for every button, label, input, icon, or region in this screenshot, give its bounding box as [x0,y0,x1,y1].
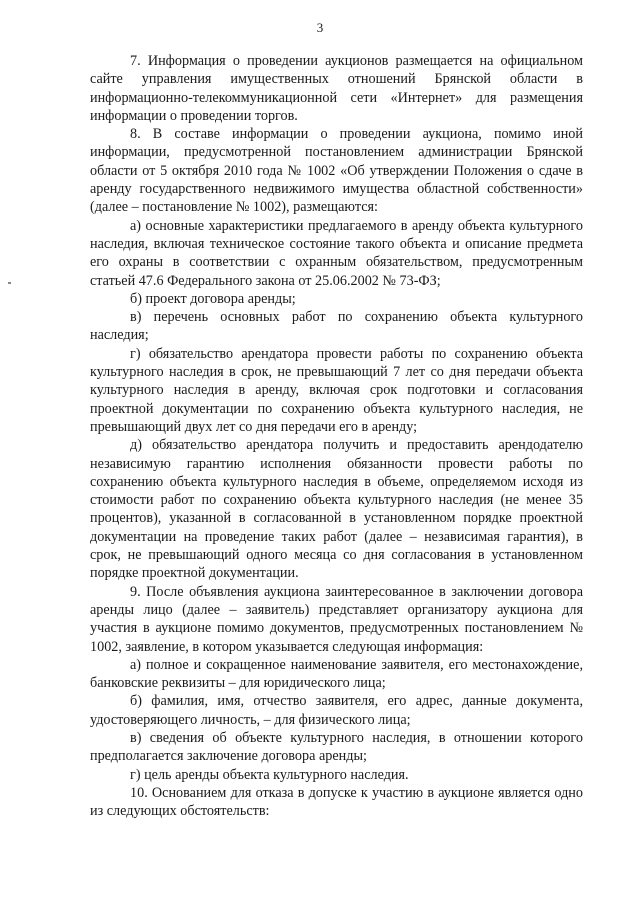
list-item-9d: г) цель аренды объекта культурного наследия. [130,766,409,783]
list-item-8d: г) обязательство арендатора провести работы по сохранению объекта культурного наследия в срок, не превышающий 7 лет со дня передачи объекта культурного наследия в аренду, включая срок подготовки и согласования проектной документации по сохранению объекта культурного наследия, не превышающий двух лет со дня передачи его в аренду; [90,345,583,435]
scan-mark [8,282,11,284]
list-item-8c: в) перечень основных работ по сохранению объекта культурного наследия; [90,309,583,344]
list-item-8a: а) основные характеристики предлагаемого в аренду объекта культурного наследия, включая техническое состояние такого объекта и описание предмета его охраны в соответствии с охранным обязательством, предусмотренным статьей 47.6 Федерального закона от 25.06.2002 № 73-ФЗ; [90,217,583,289]
paragraph-9: 9. После объявления аукциона заинтересованное в заключении договора аренды лицо (далее – заявитель) представляет организатору аукциона для участия в аукционе помимо документов, предусмотренных постановлением № 1002, заявление, в котором указывается следующая информация: [90,583,583,655]
page-number: 3 [316,20,324,35]
list-item-9c: в) сведения об объекте культурного наследия, в отношении которого предполагается заключение договора аренды; [90,729,583,765]
document-body [90,52,583,820]
paragraph-7: 7. Информация о проведении аукционов размещается на официальном сайте управления имущественных отношений Брянской области в информационно-телекоммуникационной сети «Интернет» для размещения информации о проведении торгов. [90,53,583,124]
paragraph-8: 8. В составе информации о проведении аукциона, помимо иной информации, предусмотренной постановлением администрации Брянской области от 5 октября 2010 года № 1002 «Об утверждении Положения о сдаче в аренду государственного недвижимого имущества областной собственности» (далее – постановление № 1002), размещаются: [90,126,583,216]
list-item-8e: д) обязательство арендатора получить и предоставить арендодателю независимую гарантию исполнения обязанности провести работы по сохранению объекта культурного наследия в объеме, определяемом исходя из стоимости работ по сохранению объекта культурного наследия (не менее 35 процентов), указанной в согласованной в установленном порядке проектной документации на проведение таких работ (далее – независимая гарантия), в срок, не превышающий одного месяца со дня согласования в установленном порядке проектной документации. [90,437,583,582]
list-item-9a: а) полное и сокращенное наименование заявителя, его местонахождение, банковские реквизиты – для юридического лица; [90,656,583,692]
list-item-8b: б) проект договора аренды; [130,290,296,307]
list-item-9b: б) фамилия, имя, отчество заявителя, его адрес, данные документа, удостоверяющего личность, – для физического лица; [90,693,583,728]
paragraph-10: 10. Основанием для отказа в допуске к участию в аукционе является одно из следующих обстоятельств: [90,784,583,820]
